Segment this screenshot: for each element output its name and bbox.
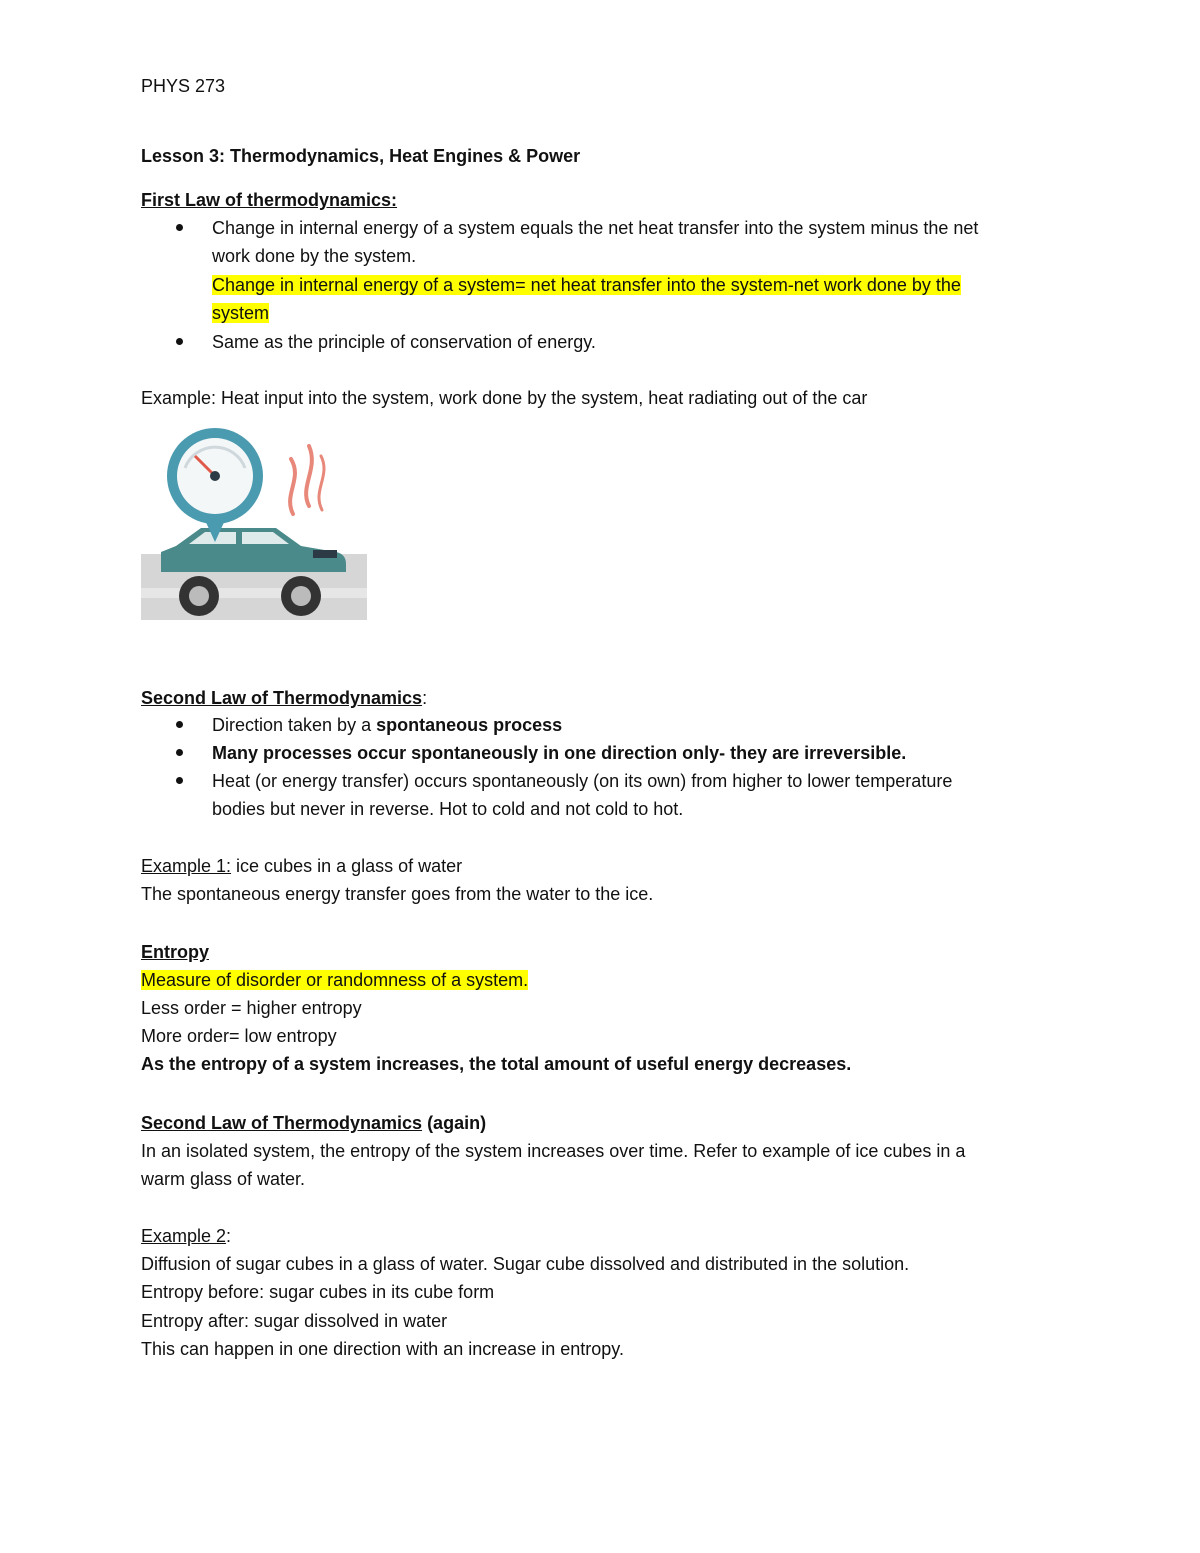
lesson-title: Lesson 3: Thermodynamics, Heat Engines & Power	[141, 146, 581, 166]
car-engine-block	[313, 550, 337, 558]
entropy-more-order: More order= low entropy	[141, 1026, 337, 1046]
second-law-again-heading-text: Second Law of Thermodynamics	[141, 1113, 423, 1133]
example2-line3: Entropy after: sugar dissolved in water	[141, 1311, 448, 1331]
wheel-hub	[189, 586, 209, 606]
second-law-again-line2: warm glass of water.	[141, 1169, 306, 1189]
gauge-center	[210, 471, 220, 481]
second-law-heading-text: Second Law of Thermodynamics	[141, 688, 423, 708]
bullet-dot	[176, 224, 183, 231]
second-law-bullet3-line1: Heat (or energy transfer) occurs spontaneously (on its own) from higher to lower temperature	[212, 771, 953, 791]
car-with-gauge-and-heat-icon	[141, 424, 367, 620]
entropy-definition: Measure of disorder or randomness of a system.	[141, 970, 529, 990]
first-law-highlight-line2	[212, 299, 269, 327]
first-law-bullet1-line1: Change in internal energy of a system equals the net heat transfer into the system minus the net	[212, 218, 979, 238]
second-law-again-line1: In an isolated system, the entropy of the system increases over time. Refer to example of ice cubes in a	[141, 1141, 966, 1161]
highlighted-text: system	[212, 303, 270, 323]
example2-label: Example 2	[141, 1226, 227, 1246]
first-law-highlight-line1	[212, 271, 961, 299]
bullet1-prefix: Direction taken by a	[212, 715, 377, 735]
entropy-definition-line	[141, 966, 528, 994]
second-law-bullet2: Many processes occur spontaneously in one direction only- they are irreversible.	[212, 743, 907, 763]
example2-colon: :	[226, 1226, 232, 1246]
example1-line1	[141, 852, 462, 880]
example1-line2: The spontaneous energy transfer goes from the water to the ice.	[141, 884, 654, 904]
second-law-bullet1	[212, 711, 562, 739]
first-law-bullet1-line2: work done by the system.	[212, 246, 417, 266]
heading-colon: :	[422, 688, 428, 708]
bullet-dot	[176, 338, 183, 345]
first-law-bullet2: Same as the principle of conservation of energy.	[212, 332, 596, 352]
second-law-bullet3-line2: bodies but never in reverse. Hot to cold and not cold to hot.	[212, 799, 684, 819]
entropy-heading: Entropy	[141, 942, 210, 962]
example2-line4: This can happen in one direction with an increase in entropy.	[141, 1339, 624, 1359]
course-header: PHYS 273	[141, 76, 226, 96]
example2-line2: Entropy before: sugar cubes in its cube form	[141, 1282, 495, 1302]
first-law-heading: First Law of thermodynamics:	[141, 190, 398, 210]
second-law-again-suffix: (again)	[422, 1113, 487, 1133]
heat-wave-icon	[306, 446, 312, 506]
second-law-again-heading	[141, 1109, 486, 1137]
example2-line1: Diffusion of sugar cubes in a glass of water. Sugar cube dissolved and distributed in the solution.	[141, 1254, 910, 1274]
bullet-dot	[176, 777, 183, 784]
example1-text: ice cubes in a glass of water	[231, 856, 463, 876]
road-stripe	[141, 588, 367, 598]
heat-wave-icon	[319, 456, 324, 510]
heat-wave-icon	[290, 459, 295, 514]
example-intro: Example: Heat input into the system, work done by the system, heat radiating out of the car	[141, 388, 868, 408]
example2-label-line	[141, 1222, 231, 1250]
example1-label: Example 1:	[141, 856, 232, 876]
highlighted-text: Change in internal energy of a system= net heat transfer into the system-net work done by the	[212, 275, 961, 295]
entropy-less-order: Less order = higher entropy	[141, 998, 362, 1018]
second-law-heading	[141, 684, 427, 712]
entropy-statement: As the entropy of a system increases, the total amount of useful energy decreases.	[141, 1054, 852, 1074]
bullet-dot	[176, 749, 183, 756]
bullet-dot	[176, 721, 183, 728]
bullet1-bold: spontaneous process	[376, 715, 563, 735]
wheel-hub	[291, 586, 311, 606]
